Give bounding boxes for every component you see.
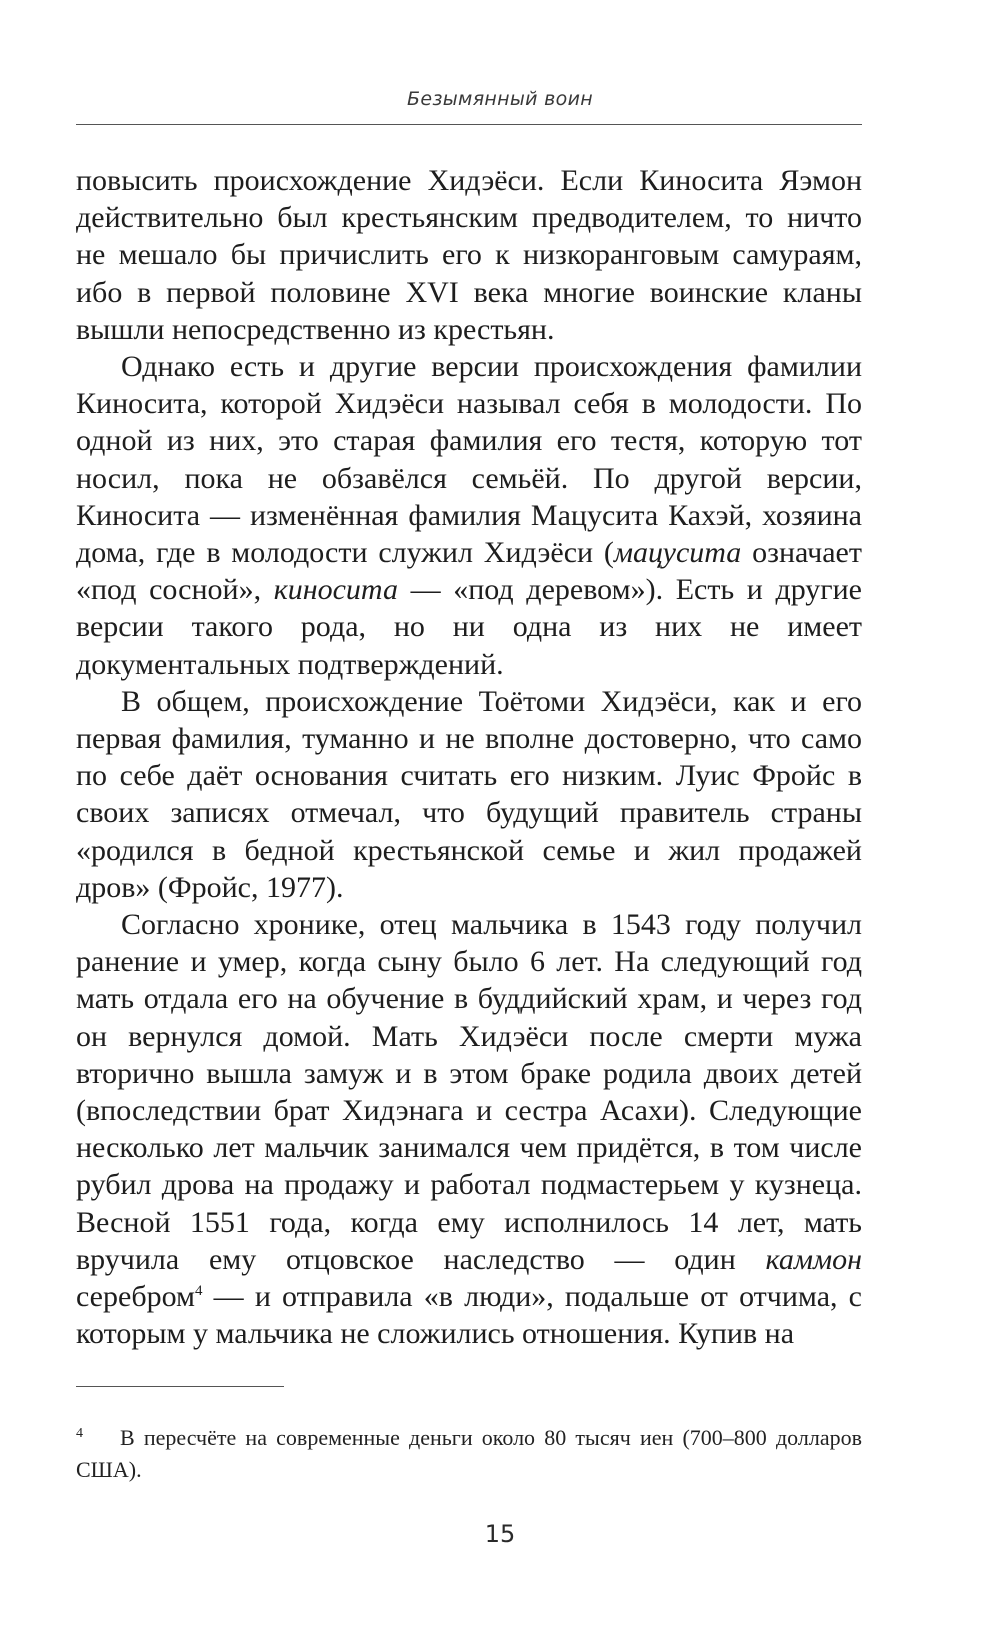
header-divider [76,124,862,125]
footnote: 4 В пересчёте на современные деньги около 80 тысяч иен (700–800 долларов США). [76,1425,862,1482]
paragraph-3: В общем, происхождение Тоётоми Хидэёси, как и его первая фамилия, туманно и не вполне достоверно, что само по себе даёт основания считать его низким. Луис Фройс в своих записях отмечал, что будущий правитель страны «родился в бедной крестьянской семье и жил продажей дров» (Фройс, 1977). [76,684,862,904]
term-kinoshita: киносита [273,573,398,607]
paragraph-4-text-c: — и отправила «в люди», подальше от отчима, с которым у мальчика не сложились отношения. Купив на [76,1280,862,1351]
term-matsushita: мацусита [613,536,742,570]
paragraph-4-text-a: Согласно хронике, отец мальчика в 1543 году получил ранение и умер, когда сыну было 6 лет. На следующий год мать отдала его на обучение в буддийский храм, и через год он вернулся домой. Мать Хидэёси после смерти мужа вторично вышла замуж и в этом браке родила двоих детей (впоследствии брат Хидэнага и сестра Асахи). Следующие несколько лет мальчик занимался чем придётся, в том числе рубил дрова на продажу и работал подмастерьем у кузнеца. Весной 1551 года, когда ему исполнилось 14 лет, мать вручила ему отцовское наследство — один [76,908,862,1276]
paragraph-4-text-b: серебром [76,1280,195,1314]
paragraph-2-text-a: Однако есть и другие версии происхождения фамилии Киносита, которой Хидэёси называл себя в молодости. По одной из них, это старая фамилия его тестя, которую тот носил, пока не обзавёлся семьёй. По другой версии, Киносита — изменённая фамилия Мацусита Кахэй, хозяина дома, где в молодости служил Хидэёси ( [76,350,862,570]
running-header-title: Безымянный воин [407,88,593,110]
term-kammon: каммон [765,1242,862,1276]
page-number: 15 [484,1520,516,1548]
paragraph-2-text-c: — «под деревом»). Есть и другие версии такого рода, но ни одна из них не имеет документальных подтверждений. [76,573,862,681]
footnote-text: В пересчёте на современные деньги около 80 тысяч иен (700–800 долларов США). [76,1425,862,1482]
paragraph-4 [76,906,862,1352]
paragraph-2-text-b: означает «под сосной», [76,536,862,607]
footnote-divider [76,1386,284,1387]
main-text [76,162,862,1353]
paragraph-2 [76,348,862,683]
paragraph-1: повысить происхождение Хидэёси. Если Киносита Яэмон действительно был крестьянским предводителем, то ничто не мешало бы причислить его к низкоранговым самураям, ибо в первой половине XVI века многие воинские кланы вышли непосредственно из крестьян. [76,164,862,346]
footnote-reference[interactable]: 4 [195,1283,203,1300]
